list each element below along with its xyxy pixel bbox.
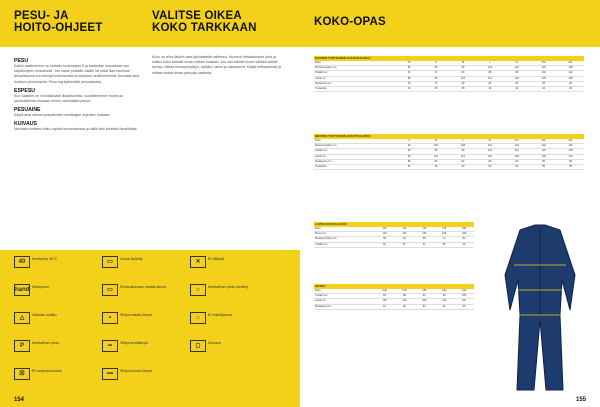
size-guide-title: KOKO-OPAS — [314, 16, 386, 28]
table-cell: 83 — [542, 81, 546, 85]
table-cell: 128 — [514, 154, 519, 158]
size-title: VALITSE OIKEA KOKO TARKKAAN — [152, 10, 257, 34]
table-cell: 84 — [569, 81, 572, 85]
table-cell: Sisäsauma cm — [315, 81, 332, 85]
table-cell: 104 — [541, 71, 546, 75]
care-symbol-label: Ei rumpukuivausta — [32, 369, 62, 373]
care-symbol-icon: ••• — [102, 368, 118, 380]
table-cell: 80 — [461, 71, 465, 75]
table-cell: 62 — [403, 237, 406, 241]
care-symbol-label: Rumpukuivaus matala lämpö — [120, 285, 167, 289]
small-table-title: LASTEN KOKOTAULUKKO — [314, 222, 474, 227]
table-cell: 128 — [568, 149, 573, 153]
table-cell: L — [489, 61, 491, 64]
table-cell: 65 — [442, 242, 446, 246]
table-cell: Lantio cm — [315, 76, 326, 80]
table-cell: 81 — [434, 159, 438, 163]
table-cell: C52 — [441, 289, 447, 292]
size-table — [314, 134, 584, 170]
table-cell: Sisäsauma cm — [315, 159, 332, 163]
care-symbol-label: Kemiallinen pesu kielletty — [208, 285, 249, 289]
table-cell: 92 — [407, 144, 411, 148]
table-cell: 81 — [488, 81, 492, 85]
table-cell: L — [462, 139, 464, 142]
care-symbol-icon: ○ — [190, 312, 206, 324]
table-cell: 4XL — [568, 139, 573, 142]
table-cell: 84 — [515, 159, 519, 163]
table-cell: Tuotekoko — [315, 86, 327, 90]
table-cell: 46 — [569, 86, 572, 90]
size-table-title: NAISTEN TUOTTEIDEN KOKOTAULUKKO — [314, 56, 584, 61]
table-cell: 3XL — [568, 61, 573, 64]
care-symbol-label: Kuivaus — [208, 341, 221, 345]
table-cell: 36 — [434, 86, 438, 90]
page-number-right: 155 — [575, 397, 586, 403]
table-cell: 40 — [488, 86, 492, 90]
table-cell: 134 — [422, 232, 427, 236]
table-cell: 120 — [487, 154, 492, 158]
table-cell: 140 — [568, 144, 573, 148]
table-cell: 80 — [407, 159, 411, 163]
table-cell: 79 — [434, 81, 438, 85]
table-cell: 132 — [541, 144, 546, 148]
table-cell: 112 — [460, 154, 465, 158]
care-symbol-label: Silitys matala lämpö — [120, 313, 152, 317]
care-symbols-panel — [0, 250, 300, 407]
table-cell: 74 — [442, 237, 446, 241]
care-symbol-label: Kemiallinen pesu — [32, 341, 60, 345]
table-cell: 110 — [382, 232, 387, 236]
care-symbol-label: Konepesu 40°C — [32, 257, 58, 261]
table-cell: 120 — [541, 66, 546, 70]
care-symbol-icon: •• — [102, 340, 118, 352]
care-symbol-label: Silitys korkea lämpö — [120, 369, 152, 373]
table-cell: 85 — [462, 304, 466, 308]
table-cell: 82 — [461, 159, 465, 163]
table-cell: XL — [515, 61, 519, 64]
table-cell: 104 — [487, 66, 492, 70]
table-cell: 92 — [422, 294, 426, 298]
table-cell: 84 — [383, 294, 386, 298]
table-cell: 72 — [434, 71, 438, 75]
table-cell: 58 — [383, 237, 386, 241]
care-symbol-icon: hand — [14, 284, 30, 296]
table-cell: C48 — [402, 289, 407, 292]
overall-illustration — [490, 220, 590, 395]
table-cell: 34 — [407, 86, 411, 90]
table-cell: Vyötärö cm — [315, 149, 328, 153]
table-row — [314, 165, 584, 170]
care-symbol-label: Käsinpesu — [32, 285, 49, 289]
table-cell: 50 — [461, 164, 465, 168]
table-cell: XXL — [541, 61, 547, 64]
table-cell: 82 — [403, 304, 406, 308]
table-cell: 58 — [569, 164, 572, 168]
size-table — [314, 56, 584, 92]
table-cell: 158 — [461, 232, 467, 236]
table-cell: 80 — [407, 149, 411, 153]
table-cell: 104 — [487, 149, 492, 153]
care-text-column: PESU Kaikki vaatteemme on testattu tuotesarjan 5 ja kankeaan mukaisesti sen käyttöohjeen mukaisesti. Jos vaate pestään väärin tai pitää liian suurissa lämpötiloissa voi esiintyä kutistumista ja kankaan heikkenemistä. Noudata aina tuotteen pesuohjetta. Pesu myrkyttömällä pesuaineella. ESPESU Kun vaatteet on voimakkaasti likaantuneita, suosittelemme esipesua pesuohjelman mukaan ennen varsinaista pesua. PESUAINE Käytä aina oikeaa pesuainetta valmistajan ohjeiden mukaan. KUIVAUS Noudata tuotteen hoito-ohjetta kuivauksessa ja vältä liian korkeita lämpötiloja. — [14, 58, 140, 132]
table-cell: 146 — [442, 227, 447, 230]
care-symbol-label: Liotus kielletty — [120, 257, 143, 261]
table-cell: S — [435, 61, 437, 64]
table-cell: 100 — [433, 144, 439, 148]
table-cell: Koko — [315, 289, 321, 292]
table-cell: Vyötärö cm — [315, 71, 328, 75]
table-cell: 96 — [442, 294, 446, 298]
table-cell: 56 — [542, 164, 546, 168]
table-cell: XL — [488, 139, 492, 142]
table-cell: Vyötärö cm — [315, 294, 328, 298]
table-cell: 112 — [442, 299, 447, 303]
table-cell: 88 — [403, 294, 406, 298]
page-number-left: 154 — [14, 397, 25, 403]
table-cell: 128 — [541, 76, 546, 80]
table-row — [314, 305, 474, 310]
small-table-title: HOUSUT — [314, 284, 474, 289]
table-cell: 52 — [488, 164, 492, 168]
table-cell: 110 — [382, 227, 387, 230]
table-cell: 134 — [422, 227, 427, 230]
care-symbol-label: Ei silitystä — [208, 257, 224, 261]
table-cell: 85 — [542, 159, 546, 163]
table-cell: 83 — [488, 159, 492, 163]
table-cell: 146 — [442, 232, 447, 236]
table-cell: Rinnanympärys cm — [315, 237, 337, 241]
care-symbol-icon: • — [102, 312, 118, 324]
table-cell: Koko — [315, 61, 321, 64]
table-cell: 96 — [407, 154, 411, 158]
table-cell: 86 — [569, 159, 572, 163]
table-cell: Lantio cm — [315, 299, 326, 303]
care-title: PESU- JA HOITO-OHJEET — [14, 10, 103, 34]
table-cell: 136 — [568, 76, 573, 80]
table-cell: Rinnanympärys cm — [315, 144, 337, 148]
table-cell: Koko — [315, 227, 321, 230]
care-symbol-icon: △ — [14, 312, 30, 324]
table-cell: 82 — [515, 81, 519, 85]
table-cell: 88 — [488, 71, 492, 75]
table-cell: 122 — [402, 232, 407, 236]
table-cell: 38 — [461, 86, 465, 90]
table-cell: Koko — [315, 139, 321, 142]
table-cell: 120 — [541, 149, 546, 153]
table-cell: 81 — [383, 304, 386, 308]
table-cell: 42 — [515, 86, 519, 90]
table-cell: Tuotekoko — [315, 164, 327, 168]
table-cell: 112 — [514, 149, 519, 153]
table-cell: 116 — [462, 299, 467, 303]
care-symbol-icon: P — [14, 340, 30, 352]
table-cell: C54 — [461, 289, 467, 292]
table-cell: 108 — [460, 144, 466, 148]
small-size-table — [314, 284, 474, 310]
care-symbol-label: Ei märkäpesua — [208, 313, 232, 317]
table-cell: 112 — [487, 76, 492, 80]
table-cell: 120 — [514, 76, 519, 80]
table-cell: 136 — [541, 154, 546, 158]
table-cell: 78 — [407, 81, 411, 85]
table-cell: 48 — [434, 164, 438, 168]
table-cell: 122 — [402, 227, 407, 230]
table-cell: XXL — [514, 139, 520, 142]
small-size-table — [314, 222, 474, 248]
care-symbol-icon: ○ — [190, 284, 206, 296]
table-cell: 64 — [407, 71, 411, 75]
table-row — [314, 87, 584, 92]
table-cell: 88 — [407, 76, 411, 80]
care-symbol-label: Silitys keskilämpö — [120, 341, 149, 345]
table-cell: 96 — [461, 66, 465, 70]
table-cell: Sisäsauma cm — [315, 304, 332, 308]
care-symbol-label: Valkaisu sallittu — [32, 313, 57, 317]
table-cell: 104 — [460, 76, 466, 80]
table-cell: 96 — [434, 76, 438, 80]
table-cell: C46 — [382, 289, 387, 292]
table-cell: 54 — [515, 164, 519, 168]
table-cell: 128 — [568, 66, 573, 70]
table-cell: 68 — [422, 237, 426, 241]
table-cell: 84 — [442, 304, 446, 308]
size-table-title: MIESTEN TUOTTEIDEN KOKOTAULUKKO — [314, 134, 584, 139]
table-cell: 112 — [514, 66, 519, 70]
table-cell: 104 — [433, 154, 439, 158]
table-cell: 112 — [568, 71, 573, 75]
table-cell: 54 — [383, 242, 386, 246]
table-cell: 158 — [461, 227, 467, 230]
table-cell: 69 — [462, 242, 466, 246]
table-cell: 100 — [461, 294, 467, 298]
table-cell: M — [435, 139, 438, 142]
table-cell: XS — [407, 61, 411, 64]
table-cell: 83 — [422, 304, 426, 308]
table-cell: 116 — [487, 144, 492, 148]
table-cell: 88 — [434, 66, 438, 70]
table-cell: Pituus cm — [315, 232, 326, 236]
care-symbol-icon: ☒ — [14, 368, 30, 380]
table-cell: Vyötärö cm — [315, 242, 328, 246]
table-cell: 61 — [422, 242, 426, 246]
table-cell: 57 — [403, 242, 406, 246]
care-symbol-icon: ▭ — [102, 256, 118, 268]
table-cell: 124 — [514, 144, 519, 148]
table-cell: 96 — [515, 71, 519, 75]
table-cell: 96 — [461, 149, 465, 153]
table-cell: 80 — [407, 66, 411, 70]
table-cell: 108 — [422, 299, 427, 303]
care-symbol-icon: 40 — [14, 256, 30, 268]
table-cell: 3XL — [541, 139, 546, 142]
care-symbol-icon: ✕ — [190, 256, 206, 268]
table-cell: 100 — [382, 299, 387, 303]
table-cell: 80 — [461, 81, 465, 85]
table-cell: 46 — [407, 164, 411, 168]
table-cell: 104 — [402, 299, 407, 303]
table-cell: Lantio cm — [315, 154, 326, 158]
table-row — [314, 243, 474, 248]
care-symbol-icon: ▭ — [102, 284, 118, 296]
size-text-column: Koko on aina tärkein asia työvaatteita valitessa. Huomioi mittataulukon koot ja valitse koko tarkasti oman mittasi mukaan. Jos olet kahden koon välissä valitse isompi. Mittaa rinnanympärys, vyötärö, lantio ja sisäsauma. Käytä mittanauhaa ja mittaa vartalo ilman paksuja vaatteita. — [152, 55, 281, 75]
table-cell: 88 — [434, 149, 438, 153]
table-cell: S — [408, 139, 410, 142]
table-cell: Rinnanympärys cm — [315, 66, 337, 70]
right-page — [300, 0, 600, 407]
table-cell: M — [461, 61, 465, 64]
table-cell: 44 — [542, 86, 546, 90]
care-symbol-icon: ◻ — [190, 340, 206, 352]
table-cell: 144 — [568, 154, 573, 158]
table-cell: C50 — [422, 289, 427, 292]
table-cell: 80 — [462, 237, 466, 241]
